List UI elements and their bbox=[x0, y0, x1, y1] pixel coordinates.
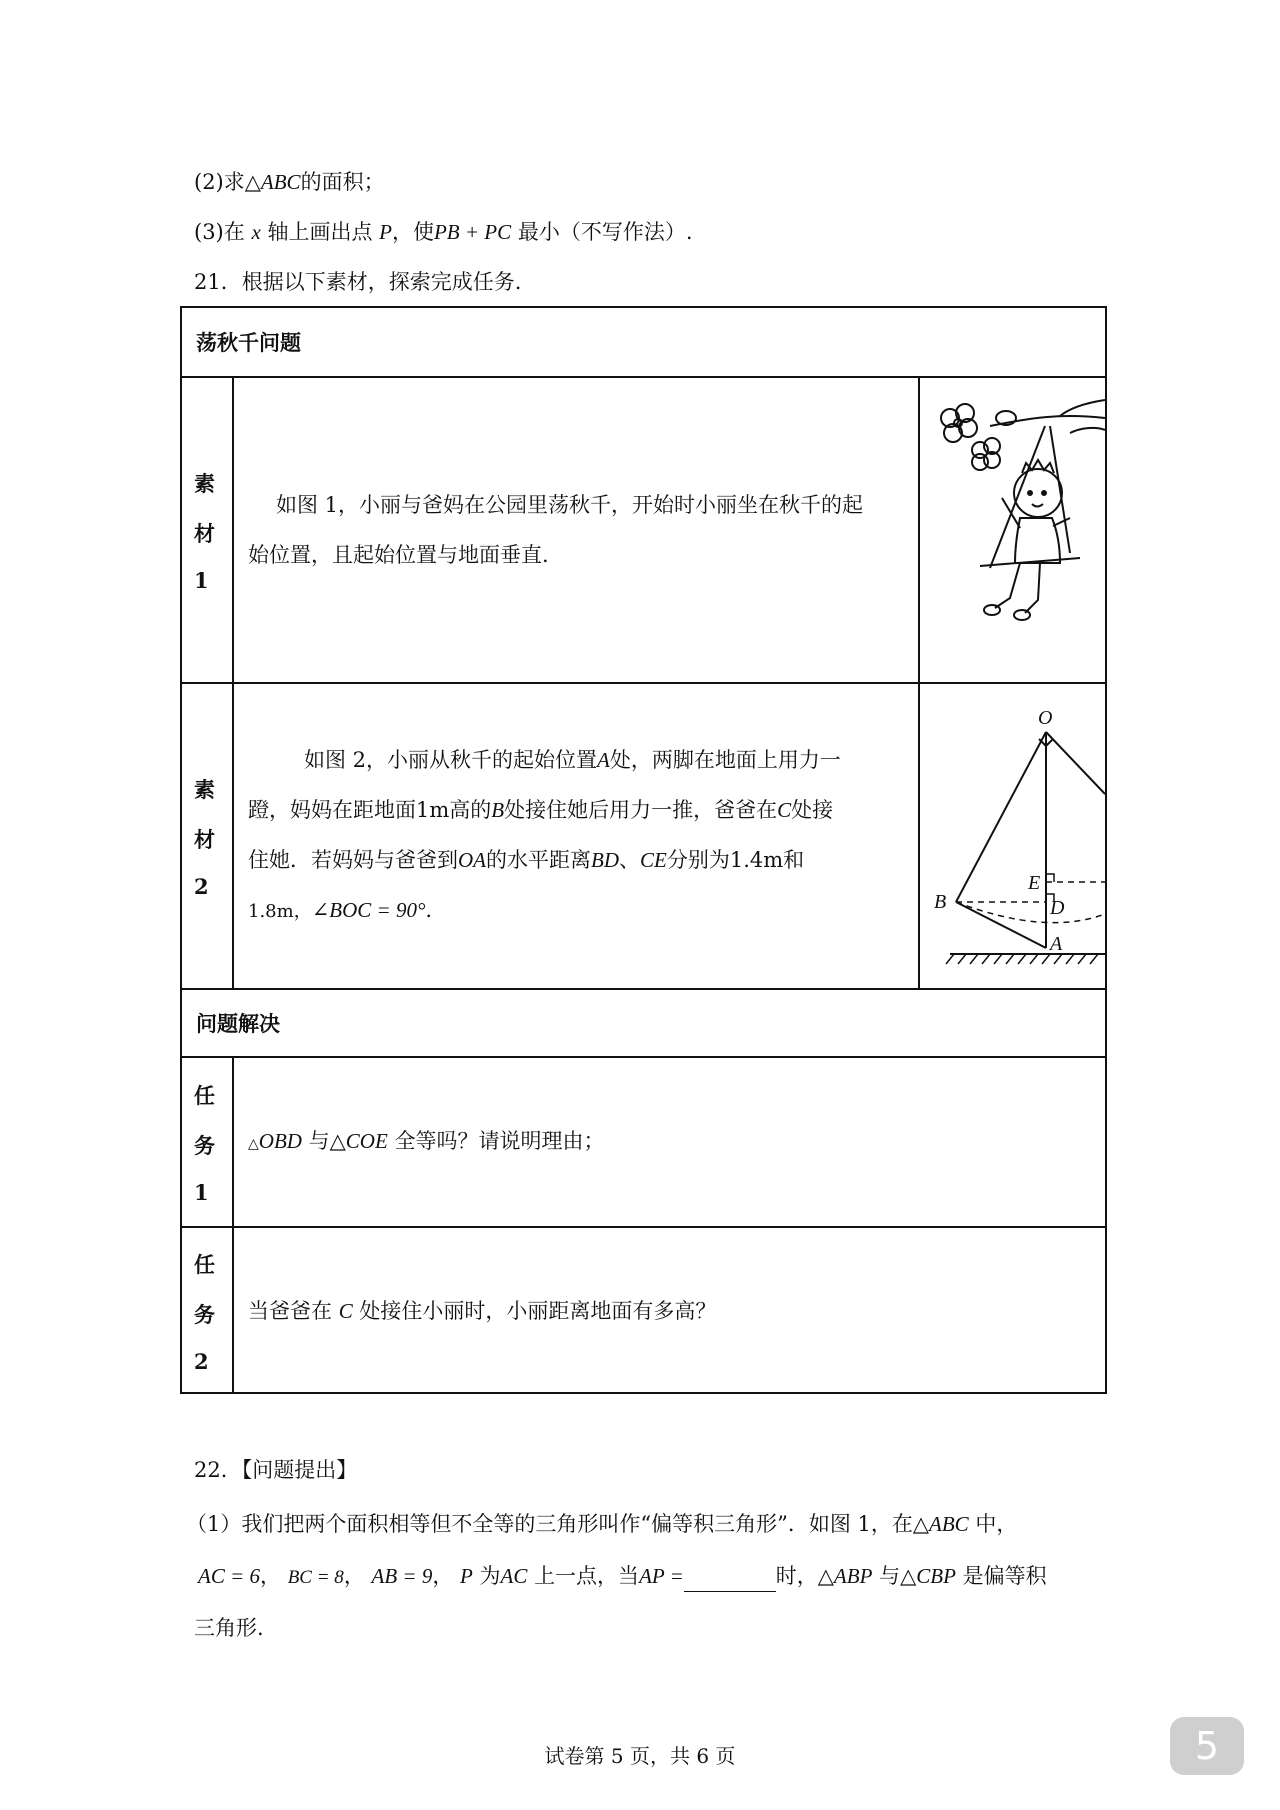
figure2-swing-geometry bbox=[920, 684, 1105, 988]
task1-text: △OBD 与△COE 全等吗？请说明理由； bbox=[248, 1128, 605, 1153]
q20-part3: (3)在 x 轴上画出点 P，使PB + PC 最小（不写作法）. bbox=[194, 220, 693, 244]
q21-intro: 21．根据以下素材，探索完成任务. bbox=[194, 270, 522, 294]
swing-girl-drawing bbox=[920, 378, 1105, 682]
q20-part2: (2)求△ABC的面积； bbox=[194, 170, 385, 194]
swing-problem-table bbox=[180, 306, 1107, 1394]
answer-blank-ap[interactable] bbox=[684, 1569, 776, 1592]
material2-text: 如图 2，小丽从秋千的起始位置A处，两脚在地面上用力一 蹬，妈妈在距地面1m高的B处接住她后用力一推，爸爸在C处接 住她．若妈妈与爸爸到OA的水平距离BD、CE分别为1.4m和 1.8m，∠BOC = 90°. bbox=[248, 748, 841, 922]
geometry-diagram bbox=[920, 684, 1105, 988]
label-E: E bbox=[1028, 872, 1041, 894]
table-title: 荡秋千问题 bbox=[196, 330, 301, 355]
q22-title: 22．【问题提出】 bbox=[194, 1458, 358, 1482]
q22-line3: 三角形. bbox=[194, 1616, 264, 1640]
solve-title: 问题解决 bbox=[196, 1011, 280, 1036]
figure1-swing-illustration bbox=[920, 378, 1105, 682]
q22-line1: （1）我们把两个面积相等但不全等的三角形叫作“偏等积三角形”．如图 1，在△ABC 中， bbox=[186, 1512, 1018, 1536]
task2-text: 当爸爸在 C 处接住小丽时，小丽距离地面有多高？ bbox=[248, 1299, 717, 1323]
material1-label: 素 材 1 bbox=[194, 470, 215, 593]
material1-text: 如图 1，小丽与爸妈在公园里荡秋千，开始时小丽坐在秋千的起 始位置，且起始位置与地面垂直. bbox=[248, 493, 864, 567]
task1-label: 任 务 1 bbox=[194, 1082, 215, 1205]
page-number-badge: 5 bbox=[1170, 1717, 1244, 1775]
label-B: B bbox=[934, 891, 947, 913]
q22-line2: AC = 6， BC = 8， AB = 9， P 为AC 上一点，当AP = 时，△ABP 与△CBP 是偏等积 bbox=[198, 1562, 1047, 1592]
label-D: D bbox=[1050, 897, 1065, 919]
task2-label: 任 务 2 bbox=[194, 1251, 215, 1374]
page-footer: 试卷第 5 页，共 6 页 bbox=[544, 1744, 736, 1768]
label-O: O bbox=[1038, 707, 1053, 729]
material2-label: 素 材 2 bbox=[194, 776, 215, 899]
label-A: A bbox=[1050, 933, 1063, 955]
